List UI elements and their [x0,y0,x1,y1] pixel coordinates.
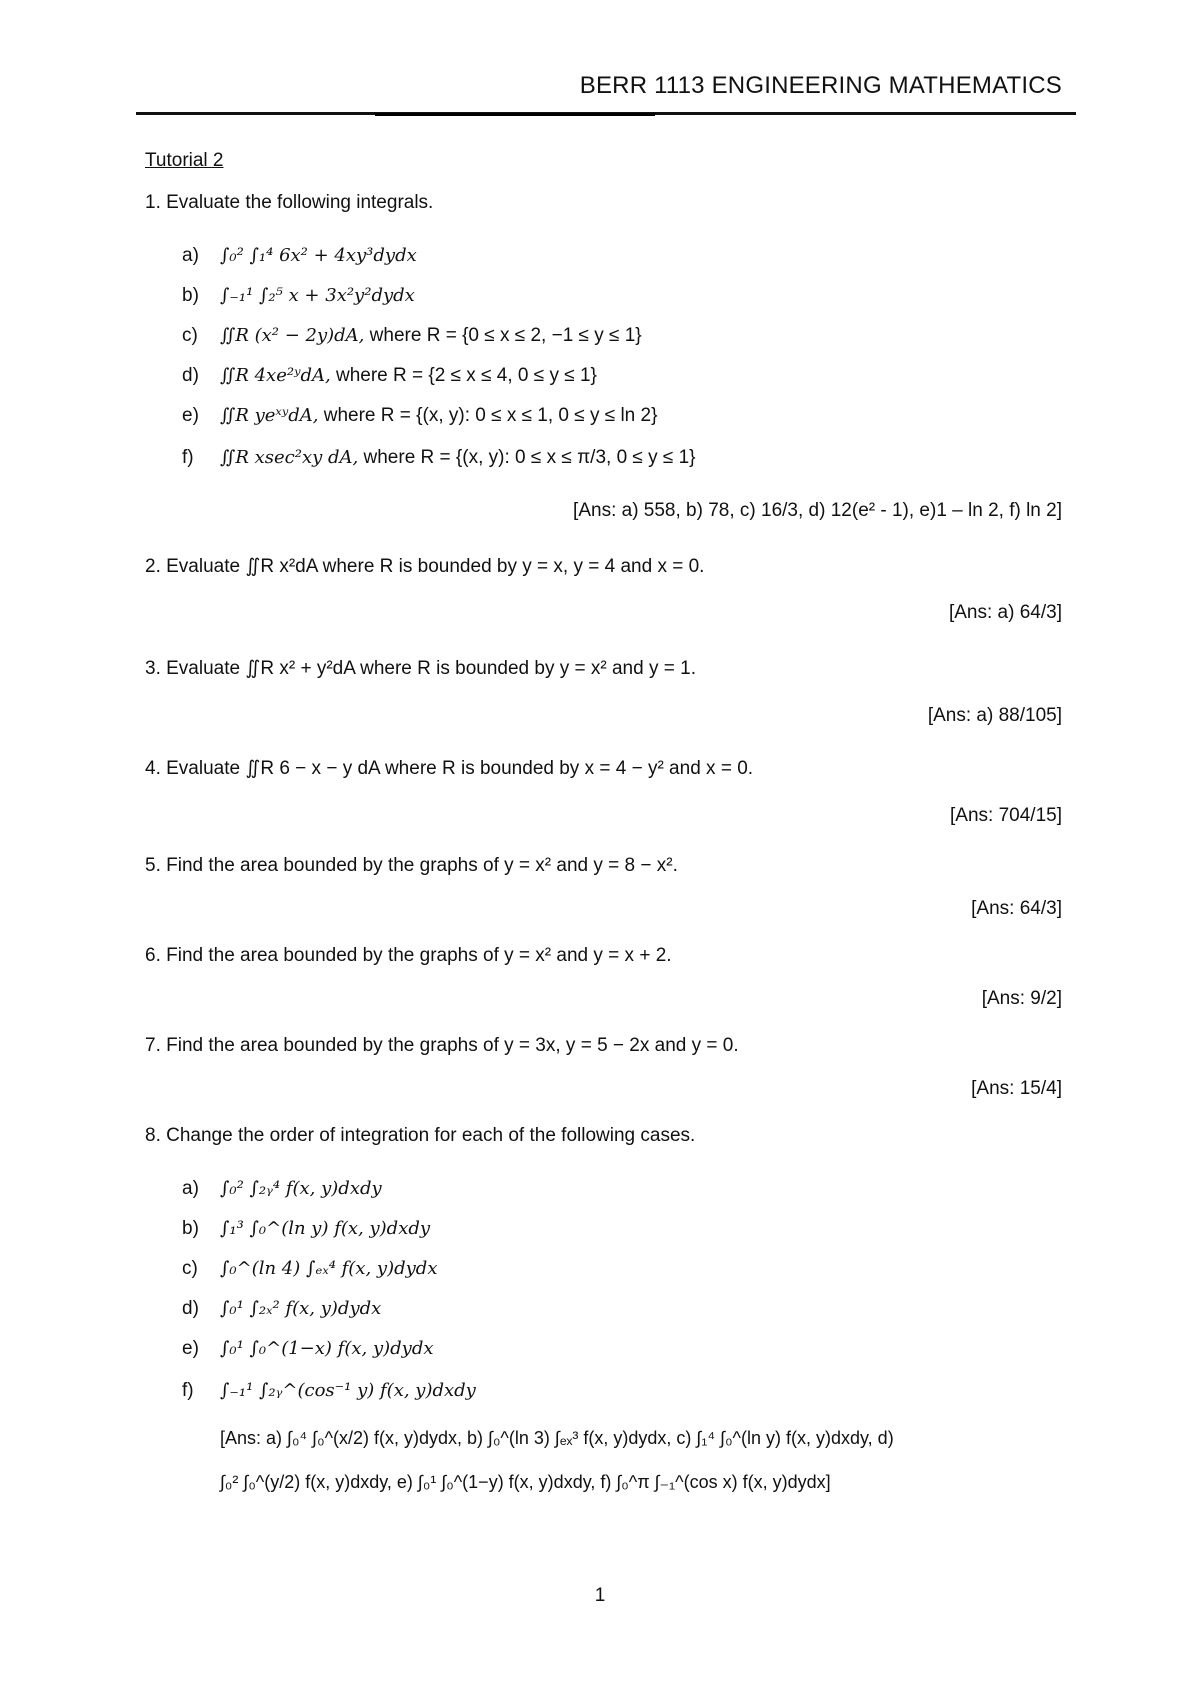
item-math: ∬R xsec²xy dA, [220,447,359,468]
item-math: ∫₁³ ∫₀^(ln y) f(x, y)dxdy [220,1218,431,1239]
q8-prompt: 8. Change the order of integration for each of the following cases. [145,1125,696,1146]
item-label: b) [182,1218,199,1239]
q4-text: 4. Evaluate ∬R 6 − x − y dA where R is bounded by x = 4 − y² and x = 0. [145,758,754,779]
item-math: ∫₀² ∫₂ᵧ⁴ f(x, y)dxdy [220,1178,382,1199]
item-label: d) [182,1298,199,1319]
item-label: f) [182,447,194,468]
item-math: ∫₋₁¹ ∫₂ᵧ^(cos⁻¹ y) f(x, y)dxdy [220,1380,476,1401]
item-text: where R = {0 ≤ x ≤ 2, −1 ≤ y ≤ 1} [364,325,642,346]
header-title: BERR 1113 ENGINEERING MATHEMATICS [579,72,1062,99]
q6-answer: [Ans: 9/2] [981,988,1062,1009]
q3-text: 3. Evaluate ∬R x² + y²dA where R is bounded by y = x² and y = 1. [145,658,696,679]
q2-answer: [Ans: a) 64/3] [948,602,1062,623]
q8-item-a [182,1178,382,1200]
q1-item-a [182,245,417,267]
q1-item-b [182,285,415,307]
q4-answer: [Ans: 704/15] [950,805,1062,826]
item-label: e) [182,405,199,426]
item-label: f) [182,1380,194,1401]
item-label: a) [182,1178,199,1199]
q5-text: 5. Find the area bounded by the graphs of y = x² and y = 8 − x². [145,855,678,876]
item-label: b) [182,285,199,306]
item-label: a) [182,245,199,266]
q8-item-b [182,1218,430,1240]
item-label: d) [182,365,199,386]
page-number: 1 [594,1585,606,1606]
q1-item-c [182,325,642,347]
tutorial-title: Tutorial 2 [145,150,224,171]
q8-item-e [182,1338,434,1360]
q1-item-e [182,405,657,427]
item-math: ∫₀¹ ∫₀^(1−x) f(x, y)dydx [220,1338,434,1359]
q5-answer: [Ans: 64/3] [971,898,1062,919]
q1-prompt: 1. Evaluate the following integrals. [145,192,434,213]
item-label: e) [182,1338,199,1359]
q8-answer-line1: [Ans: a) ∫₀⁴ ∫₀^(x/2) f(x, y)dydx, b) ∫₀^(ln 3) ∫ₑₓ³ f(x, y)dydx, c) ∫₁⁴ ∫₀^(ln y) f(x, y)dxdy, d) [220,1428,894,1448]
item-math: ∫₋₁¹ ∫₂⁵ x + 3x²y²dydx [220,285,415,306]
q8-item-f [182,1380,476,1402]
q6-text: 6. Find the area bounded by the graphs of y = x² and y = x + 2. [145,945,672,966]
item-text: where R = {2 ≤ x ≤ 4, 0 ≤ y ≤ 1} [330,365,597,386]
q8-answer-line2: ∫₀² ∫₀^(y/2) f(x, y)dxdy, e) ∫₀¹ ∫₀^(1−y) f(x, y)dxdy, f) ∫₀^π ∫₋₁^(cos x) f(x, y)dydx] [220,1472,831,1492]
item-math: ∬R (x² − 2y)dA, [220,325,365,346]
q1-item-f [182,447,696,469]
q2-text: 2. Evaluate ∬R x²dA where R is bounded by y = x, y = 4 and x = 0. [145,556,705,577]
q3-answer: [Ans: a) 88/105] [927,705,1062,726]
item-math: ∫₀² ∫₁⁴ 6x² + 4xy³dydx [220,245,417,266]
item-math: ∬R yeˣʸdA, [220,405,319,426]
item-math: ∫₀¹ ∫₂ₓ² f(x, y)dydx [220,1298,382,1319]
q1-answer: [Ans: a) 558, b) 78, c) 16/3, d) 12(e² - 1), e)1 – ln 2, f) ln 2] [573,500,1062,521]
item-label: c) [182,1258,198,1279]
header-rule-accent [375,113,655,116]
item-text: where R = {(x, y): 0 ≤ x ≤ π/3, 0 ≤ y ≤ 1} [358,447,696,468]
item-label: c) [182,325,198,346]
q7-answer: [Ans: 15/4] [971,1078,1062,1099]
q8-item-d [182,1298,381,1320]
q1-item-d [182,365,597,387]
item-text: where R = {(x, y): 0 ≤ x ≤ 1, 0 ≤ y ≤ ln 2} [318,405,658,426]
q8-item-c [182,1258,437,1280]
item-math: ∬R 4xe²ʸdA, [220,365,331,386]
q7-text: 7. Find the area bounded by the graphs of y = 3x, y = 5 − 2x and y = 0. [145,1035,739,1056]
item-math: ∫₀^(ln 4) ∫ₑₓ⁴ f(x, y)dydx [220,1258,438,1279]
